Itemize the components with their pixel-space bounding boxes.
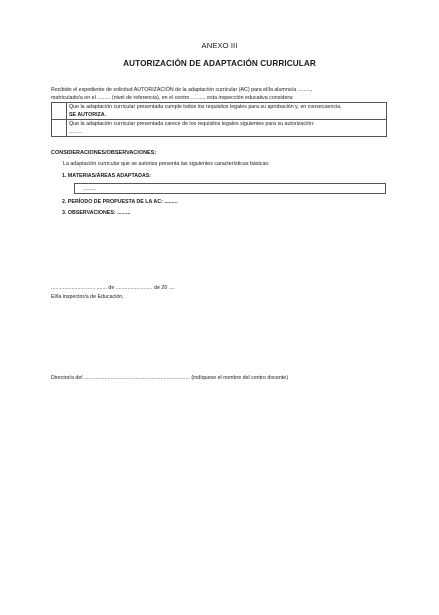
item-proposal-period: 2. PERÍODO DE PROPUESTA DE LA AC: ......... — [62, 199, 178, 205]
option-authorized-line: Que la adaptación curricular presentada cumple todos los requisitos legales para su aprobación y, en consecuencia, — [69, 104, 342, 110]
date-line: ............................., ....... de ......................... de 20 .... — [51, 285, 175, 291]
intro-line-1: Recibido el expediente de solicitud AUTORIZACIÓN de la adaptación curricular (AC) para el/la alumno/a ........., — [51, 87, 313, 93]
annex-label: ANEXO III — [201, 41, 238, 50]
option-rejected-checkbox[interactable] — [52, 120, 67, 137]
item-observations: 3. OBSERVACIONES: ......... — [62, 210, 131, 216]
authorization-options-table — [51, 102, 387, 137]
basics-text: La adaptación curricular que se autoriza presenta las siguientes características básicas: — [63, 161, 270, 167]
considerations-heading: CONSIDERACIONES/OBSERVACIONES: — [51, 150, 157, 156]
option-rejected-text — [67, 120, 387, 137]
item-adapted-subjects-label: 1. MATERIAS/ÁREAS ADAPTADAS: — [62, 173, 152, 179]
inspector-signature-line: El/la inspector/a de Educación, — [51, 294, 124, 300]
intro-paragraph — [51, 86, 387, 102]
option-row-authorized — [52, 103, 387, 120]
intro-line-2: matriculado/a en el ......... (nivel de referencia), en el centro ........., esta inspección educativa considera: — [51, 95, 294, 102]
director-line: Director/a del ........................................................................ (indíquese el nombre del centro docente) — [51, 375, 288, 381]
option-authorized-bold: SE AUTORIZA. — [69, 112, 107, 118]
option-rejected-dots: ......... — [69, 129, 83, 135]
document-title: AUTORIZACIÓN DE ADAPTACIÓN CURRICULAR — [123, 59, 316, 68]
option-rejected-line: Que la adaptación curricular presentada carece de los requisitos legales siguientes para su autorización: — [69, 121, 315, 127]
option-row-rejected — [52, 120, 387, 137]
option-authorized-checkbox[interactable] — [52, 103, 67, 120]
option-authorized-text — [67, 103, 387, 120]
adapted-subjects-field[interactable]: ......... — [74, 183, 386, 194]
